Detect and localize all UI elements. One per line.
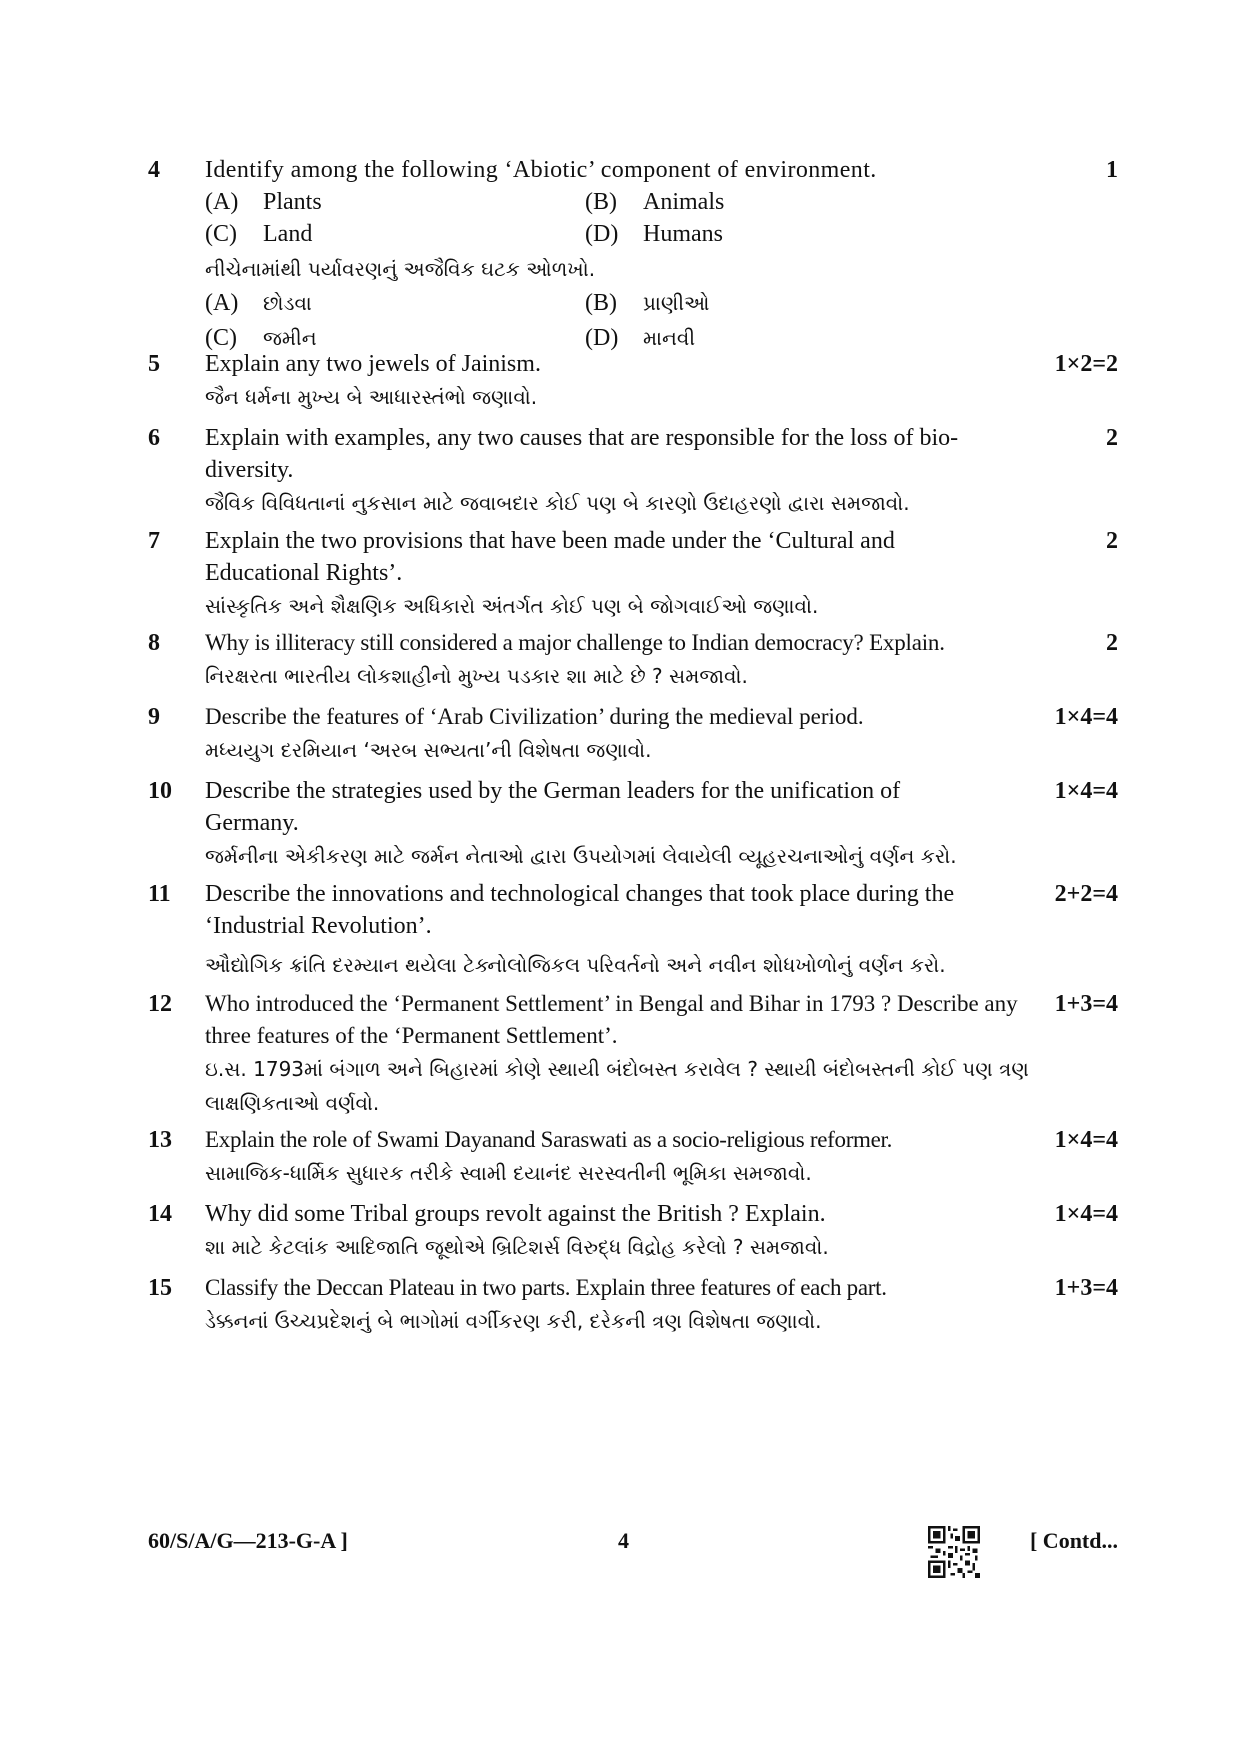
question-text-en: Who introduced the ‘Permanent Settlement’ in Bengal and Bihar in 1793 ? Describe any three features of the ‘Permanent Settlement’. (205, 991, 1018, 1048)
question-text-gu: સામાજિક-ધાર્મિક સુધારક તરીકે સ્વામી દયાનંદ સરસ્વતીની ભૂમિકા સમજાવો. (205, 1161, 812, 1185)
question-marks: 1×4=4 (1054, 1201, 1118, 1227)
question-text-en: Describe the features of ‘Arab Civilization’ during the medieval period. (205, 704, 864, 729)
question-marks: 2 (1106, 630, 1118, 656)
question-number: 8 (148, 630, 160, 656)
question-marks: 2 (1106, 528, 1118, 554)
question-14 (148, 1198, 1118, 1264)
question-marks: 1×4=4 (1054, 778, 1118, 804)
option-d-en: (D) Humans (585, 221, 723, 247)
question-marks: 1×4=4 (1054, 704, 1118, 730)
question-number: 9 (148, 704, 160, 730)
question-8 (148, 627, 1118, 693)
question-marks: 2+2=4 (1054, 881, 1118, 907)
question-text-en: Explain the role of Swami Dayanand Saraswati as a socio-religious reformer. (205, 1127, 893, 1152)
continued-label: [ Contd... (1029, 1528, 1118, 1553)
question-number: 5 (148, 351, 160, 377)
question-marks: 1×4=4 (1054, 1127, 1118, 1153)
question-text-en: Describe the strategies used by the German leaders for the unification of Germany. (205, 778, 901, 836)
question-text-gu: નીચેનામાંથી પર્યાવરણનું અજૈવિક ઘટક ઓળખો. (205, 257, 596, 281)
options-gu (205, 286, 1000, 356)
question-marks: 1+3=4 (1054, 1275, 1118, 1301)
question-7 (148, 525, 1118, 623)
page-number: 4 (618, 1528, 629, 1553)
paper-code: 60/S/A/G—213-G-A ] (148, 1528, 348, 1553)
question-marks: 1 (1106, 157, 1118, 183)
question-text-en: Explain any two jewels of Jainism. (205, 351, 541, 377)
question-number: 11 (148, 881, 171, 907)
question-number: 12 (148, 991, 172, 1017)
page-footer (148, 1526, 1118, 1586)
question-10 (148, 775, 1118, 873)
question-text-en: Identify among the following ‘Abiotic’ component of environment. (205, 157, 877, 183)
question-text-gu: જૈવિક વિવિધતાનાં નુકસાન માટે જવાબદાર કોઈ પણ બે કારણો ઉદાહરણો દ્વારા સમજાવો. (205, 491, 910, 515)
question-marks: 1×2=2 (1054, 351, 1118, 377)
question-4 (148, 154, 1118, 356)
option-a-gu: (A) છોડવા (205, 290, 312, 316)
question-number: 15 (148, 1275, 172, 1301)
option-d-gu: (D) માનવી (585, 325, 696, 351)
question-number: 6 (148, 425, 160, 451)
question-11 (148, 878, 1118, 982)
question-number: 14 (148, 1201, 172, 1227)
question-text-gu: જૈન ધર્મના મુખ્ય બે આધારસ્તંભો જણાવો. (205, 385, 538, 409)
question-text-en: Describe the innovations and technological changes that took place during the ‘Industrial Revolution’. (205, 881, 955, 939)
question-text-en: Classify the Deccan Plateau in two parts. Explain three features of each part. (205, 1275, 887, 1300)
question-text-en: Why did some Tribal groups revolt against the British ? Explain. (205, 1201, 826, 1227)
option-c-gu: (C) જમીન (205, 325, 317, 351)
question-text-gu: નિરક્ષરતા ભારતીય લોકશાહીનો મુખ્ય પડકાર શા માટે છે ? સમજાવો. (205, 664, 748, 688)
question-5 (148, 348, 1118, 414)
question-marks: 2 (1106, 425, 1118, 451)
question-13 (148, 1124, 1118, 1190)
option-b-en: (B) Animals (585, 189, 725, 215)
question-9 (148, 701, 1118, 767)
question-12 (148, 988, 1118, 1120)
question-text-gu: જર્મનીના એકીકરણ માટે જર્મન નેતાઓ દ્વારા ઉપયોગમાં લેવાયેલી વ્યૂહરચનાઓનું વર્ણન કરો. (205, 844, 957, 868)
question-text-gu: ઔદ્યોગિક ક્રાંતિ દરમ્યાન થયેલા ટેક્નોલોજિકલ પરિવર્તનો અને નવીન શોધખોળોનું વર્ણન કરો. (205, 953, 946, 977)
question-text-gu: સાંસ્કૃતિક અને શૈક્ષણિક અધિકારો અંતર્ગત કોઈ પણ બે જોગવાઈઓ જણાવો. (205, 594, 819, 618)
qr-code-icon (928, 1526, 980, 1578)
question-15 (148, 1272, 1118, 1338)
question-text-en: Explain with examples, any two causes that are responsible for the loss of bio-diversity. (205, 425, 959, 483)
option-c-en: (C) Land (205, 221, 313, 247)
option-a-en: (A) Plants (205, 189, 322, 215)
question-text-en: Explain the two provisions that have been made under the ‘Cultural and Educational Rights’. (205, 528, 895, 586)
question-text-gu: ઇ.સ. 1793માં બંગાળ અને બિહારમાં કોણે સ્થાયી બંદોબસ્ત કરાવેલ ? સ્થાયી બંદોબસ્તની કોઈ પણ ત્રણ લાક્ષણિકતાઓ વર્ણવો. (205, 1057, 1029, 1115)
question-6 (148, 422, 1118, 520)
question-number: 4 (148, 157, 160, 183)
question-number: 10 (148, 778, 172, 804)
option-b-gu: (B) પ્રાણીઓ (585, 290, 710, 316)
question-marks: 1+3=4 (1054, 991, 1118, 1017)
question-text-en: Why is illiteracy still considered a major challenge to Indian democracy? Explain. (205, 630, 945, 655)
options-en (205, 186, 1000, 250)
question-number: 7 (148, 528, 160, 554)
question-text-gu: મધ્યયુગ દરમિયાન ‘અરબ સભ્યતા’ની વિશેષતા જણાવો. (205, 738, 652, 762)
question-number: 13 (148, 1127, 172, 1153)
question-text-gu: ડેક્કનનાં ઉચ્ચપ્રદેશનું બે ભાગોમાં વર્ગીકરણ કરી, દરેકની ત્રણ વિશેષતા જણાવો. (205, 1309, 822, 1333)
question-text-gu: શા માટે કેટલાંક આદિજાતિ જૂથોએ બ્રિટિશર્સ વિરુદ્ધ વિદ્રોહ કરેલો ? સમજાવો. (205, 1235, 829, 1259)
